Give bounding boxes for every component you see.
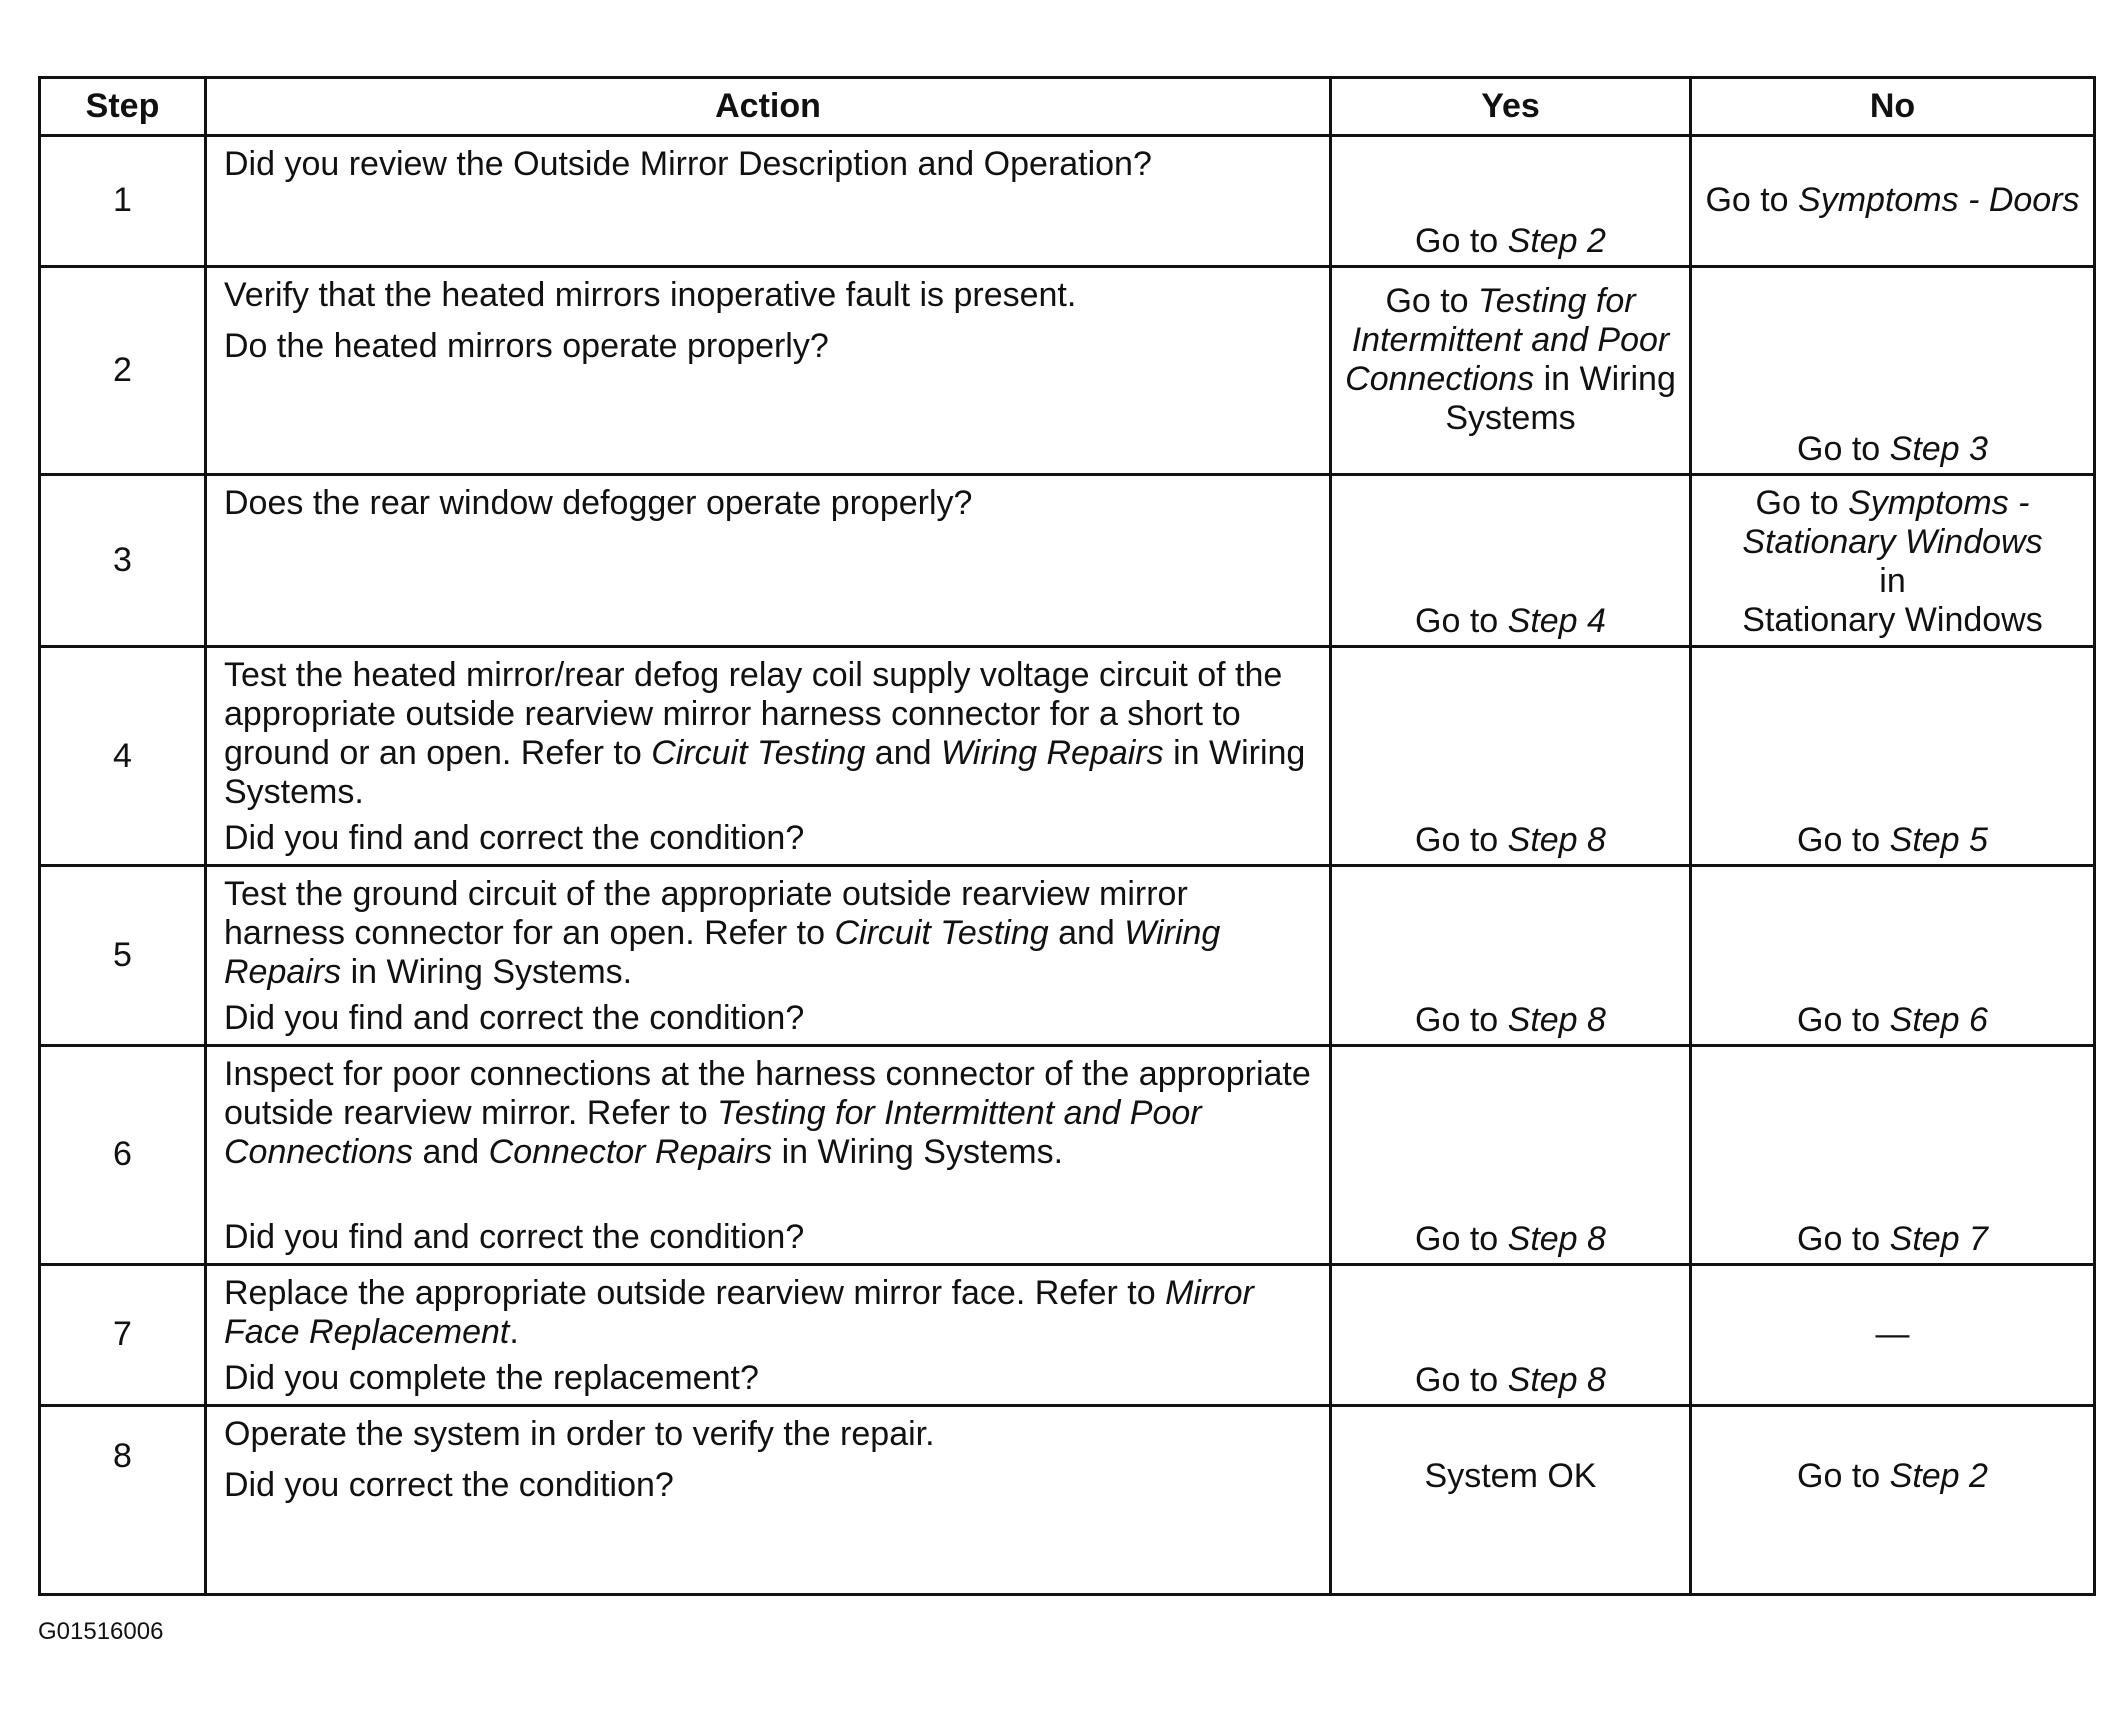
goto-prefix: Go to [1705, 181, 1799, 220]
goto-prefix: Go to [1385, 281, 1479, 320]
step-number: 4 [40, 647, 206, 866]
table-row [40, 1405, 2095, 1594]
yes-cell [1331, 1264, 1691, 1405]
action-text-part: Test the heated mirror/rear defog relay coil supply voltage circuit of the appropriate outside rearview mirror harness connector for a short to ground or an open. Refer to [224, 656, 1283, 773]
action-question: Does the rear window defogger operate properly? [224, 484, 973, 523]
no-cell: — [1691, 1264, 2095, 1405]
symptoms-reference: Symptoms - Stationary Windows [1742, 484, 2043, 562]
action-question: Do the heated mirrors operate properly? [224, 326, 829, 365]
no-cell [1691, 475, 2095, 647]
action-question: Did you find and correct the condition? [224, 998, 805, 1037]
action-cell [206, 866, 1331, 1045]
step-reference: Step 7 [1889, 1219, 1988, 1258]
table-row [40, 136, 2095, 267]
action-question: Did you find and correct the condition? [224, 819, 805, 858]
step-reference: Step 2 [1507, 221, 1606, 260]
no-cell [1691, 136, 2095, 267]
yes-cell [1331, 647, 1691, 866]
action-cell [206, 1045, 1331, 1264]
action-cell [206, 475, 1331, 647]
header-step: Step [40, 78, 206, 136]
circuit-testing-reference: Circuit Testing [651, 734, 866, 773]
step-number: 1 [40, 136, 206, 267]
step-reference: Step 5 [1889, 821, 1988, 860]
action-text: Did you review the Outside Mirror Description and Operation? [224, 145, 1152, 183]
reference-in: in [1879, 562, 1906, 601]
step-reference: Step 8 [1507, 1219, 1606, 1258]
header-row [40, 78, 2095, 136]
action-text [224, 656, 1317, 812]
action-text: Verify that the heated mirrors inoperative fault is present. [224, 275, 1077, 314]
yes-cell [1331, 136, 1691, 267]
action-text-part: in Wiring Systems. [224, 734, 1306, 812]
step-number: 2 [40, 266, 206, 474]
table-row [40, 647, 2095, 866]
action-text-part: Replace the appropriate outside rearview mirror face. Refer to [224, 1273, 1166, 1312]
goto-prefix: Go to [1797, 821, 1890, 860]
goto-prefix: Go to [1415, 1000, 1508, 1039]
header-no: No [1691, 78, 2095, 136]
wiring-repairs-reference: Wiring Repairs [224, 914, 1221, 992]
table-row [40, 866, 2095, 1045]
step-number: 6 [40, 1045, 206, 1264]
action-text-part: in Wiring Systems. [341, 953, 633, 992]
action-text [224, 875, 1317, 992]
header-yes: Yes [1331, 78, 1691, 136]
step-reference: Step 8 [1507, 1000, 1606, 1039]
action-text-part: in Wiring Systems. [772, 1132, 1064, 1171]
action-question: Did you complete the replacement? [224, 1358, 759, 1397]
goto-prefix: Go to [1797, 1456, 1890, 1495]
symptoms-reference: Symptoms - Doors [1798, 181, 2080, 220]
action-text [224, 1274, 1317, 1352]
yes-cell [1331, 866, 1691, 1045]
goto-prefix: Go to [1415, 602, 1508, 641]
action-cell [206, 647, 1331, 866]
action-question: Did you correct the condition? [224, 1465, 674, 1504]
step-number: 3 [40, 475, 206, 647]
action-text-part: and [865, 734, 941, 773]
testing-reference: Testing for Intermittent and Poor Connections [224, 1093, 1202, 1171]
goto-prefix: Go to [1415, 1219, 1508, 1258]
action-text-part: . [509, 1312, 519, 1351]
action-cell [206, 1405, 1331, 1594]
step-number: 7 [40, 1264, 206, 1405]
connector-repairs-reference: Connector Repairs [488, 1132, 773, 1171]
step-reference: Step 4 [1507, 602, 1606, 641]
goto-prefix: Go to [1755, 484, 1849, 523]
table-row [40, 1045, 2095, 1264]
action-cell [206, 1264, 1331, 1405]
no-cell [1691, 866, 2095, 1045]
circuit-testing-reference: Circuit Testing [834, 914, 1049, 953]
action-text-part: and [1048, 914, 1125, 953]
reference-location: Stationary Windows [1742, 601, 2043, 640]
no-cell [1691, 266, 2095, 474]
no-cell [1691, 1045, 2095, 1264]
table-row [40, 1264, 2095, 1405]
goto-prefix: Go to [1797, 1000, 1890, 1039]
step-reference: Step 3 [1889, 430, 1988, 469]
reference-location: in Wiring Systems [1445, 359, 1676, 437]
diagnostic-table [38, 76, 2096, 1596]
step-reference: Step 8 [1507, 1360, 1606, 1399]
action-cell [206, 136, 1331, 267]
yes-cell [1331, 266, 1691, 474]
goto-prefix: Go to [1797, 1219, 1890, 1258]
testing-reference: Testing for Intermittent and Poor Connections [1345, 281, 1670, 398]
yes-cell [1331, 1045, 1691, 1264]
goto-prefix: Go to [1415, 1360, 1508, 1399]
action-text-part: Test the ground circuit of the appropriate outside rearview mirror harness connector for an open. Refer to [224, 875, 1188, 953]
header-action: Action [206, 78, 1331, 136]
step-reference: Step 8 [1507, 821, 1606, 860]
step-reference: Step 6 [1889, 1000, 1988, 1039]
goto-prefix: Go to [1415, 221, 1508, 260]
action-text [224, 1055, 1317, 1172]
goto-prefix: Go to [1797, 430, 1890, 469]
no-cell [1691, 647, 2095, 866]
step-reference: Step 2 [1889, 1456, 1988, 1495]
yes-cell: System OK [1331, 1405, 1691, 1594]
action-text-part: Inspect for poor connections at the harness connector of the appropriate outside rearview mirror. Refer to [224, 1054, 1311, 1132]
goto-prefix: Go to [1415, 821, 1508, 860]
action-text-part: and [413, 1132, 489, 1171]
step-number: 5 [40, 866, 206, 1045]
no-cell [1691, 1405, 2095, 1594]
figure-id: G01516006 [38, 1618, 164, 1645]
action-cell [206, 266, 1331, 474]
action-question: Did you find and correct the condition? [224, 1217, 805, 1256]
mirror-face-reference: Mirror Face Replacement [224, 1273, 1254, 1351]
table-row [40, 266, 2095, 474]
step-number: 8 [40, 1405, 206, 1594]
yes-cell [1331, 475, 1691, 647]
wiring-repairs-reference: Wiring Repairs [940, 734, 1164, 773]
action-text: Operate the system in order to verify the repair. [224, 1414, 935, 1453]
table-row [40, 475, 2095, 647]
